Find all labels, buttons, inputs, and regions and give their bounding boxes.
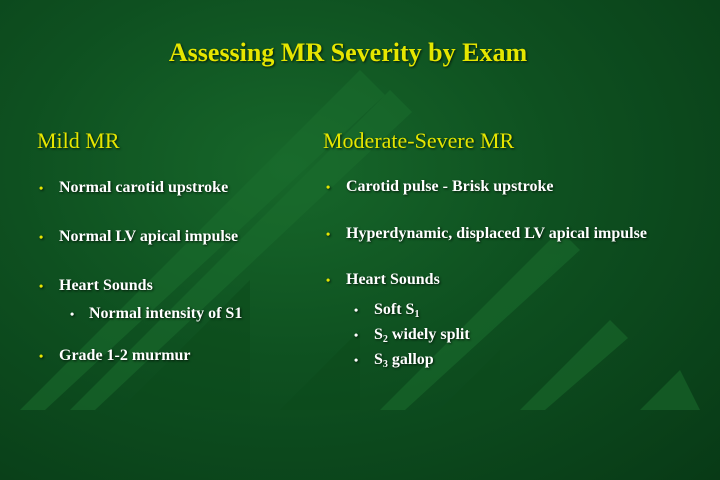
list-item-text: Normal LV apical impulse — [59, 228, 239, 245]
sub-list-item-suffix: widely split — [387, 326, 470, 343]
list-item-text: Heart Sounds — [346, 271, 440, 288]
sub-list-item-subscript: 1 — [414, 309, 420, 320]
bullet: • — [39, 230, 44, 244]
list-item-text: Heart Sounds — [59, 277, 153, 294]
sub-list-item — [37, 303, 242, 325]
slide-title: Assessing MR Severity by Exam — [168, 38, 528, 67]
sub-list-item-prefix: Soft S — [374, 301, 415, 318]
list-item — [324, 176, 647, 198]
bullet: • — [39, 279, 44, 293]
list-item-text: Hyperdynamic, displaced LV apical impulse — [346, 225, 647, 242]
moderate-severe-mr-list — [324, 176, 647, 371]
sub-list-item-prefix: S — [374, 326, 383, 343]
list-item-text: Carotid pulse - Brisk upstroke — [346, 178, 554, 195]
list-item-text: Normal carotid upstroke — [59, 179, 229, 196]
list-item — [37, 345, 242, 367]
bullet: • — [326, 273, 331, 287]
sub-list-item-subscript: 3 — [382, 359, 388, 370]
bullet: • — [354, 303, 359, 317]
sub-list-item-subscript: 2 — [382, 334, 388, 345]
list-item — [37, 275, 242, 297]
sub-list-item-suffix: gallop — [387, 351, 434, 368]
sub-list-item-text: Normal intensity of S1 — [89, 305, 243, 322]
list-item — [37, 177, 242, 199]
sub-list-item — [324, 324, 647, 346]
bullet: • — [326, 180, 331, 194]
bullet: • — [39, 349, 44, 363]
bullet: • — [70, 307, 75, 321]
bullet: • — [39, 181, 44, 195]
list-item — [324, 223, 647, 245]
list-item — [37, 226, 242, 248]
sub-list-item-prefix: S — [374, 351, 383, 368]
bullet: • — [326, 227, 331, 241]
mild-mr-list — [37, 177, 242, 367]
list-item — [324, 269, 647, 291]
column-heading-moderate-severe: Moderate-Severe MR — [323, 128, 515, 153]
column-heading-mild: Mild MR — [37, 128, 120, 153]
sub-list-item — [324, 349, 647, 371]
bullet: • — [354, 328, 359, 342]
bullet: • — [354, 353, 359, 367]
list-item-text: Grade 1-2 murmur — [59, 347, 191, 364]
sub-list-item — [324, 299, 647, 321]
